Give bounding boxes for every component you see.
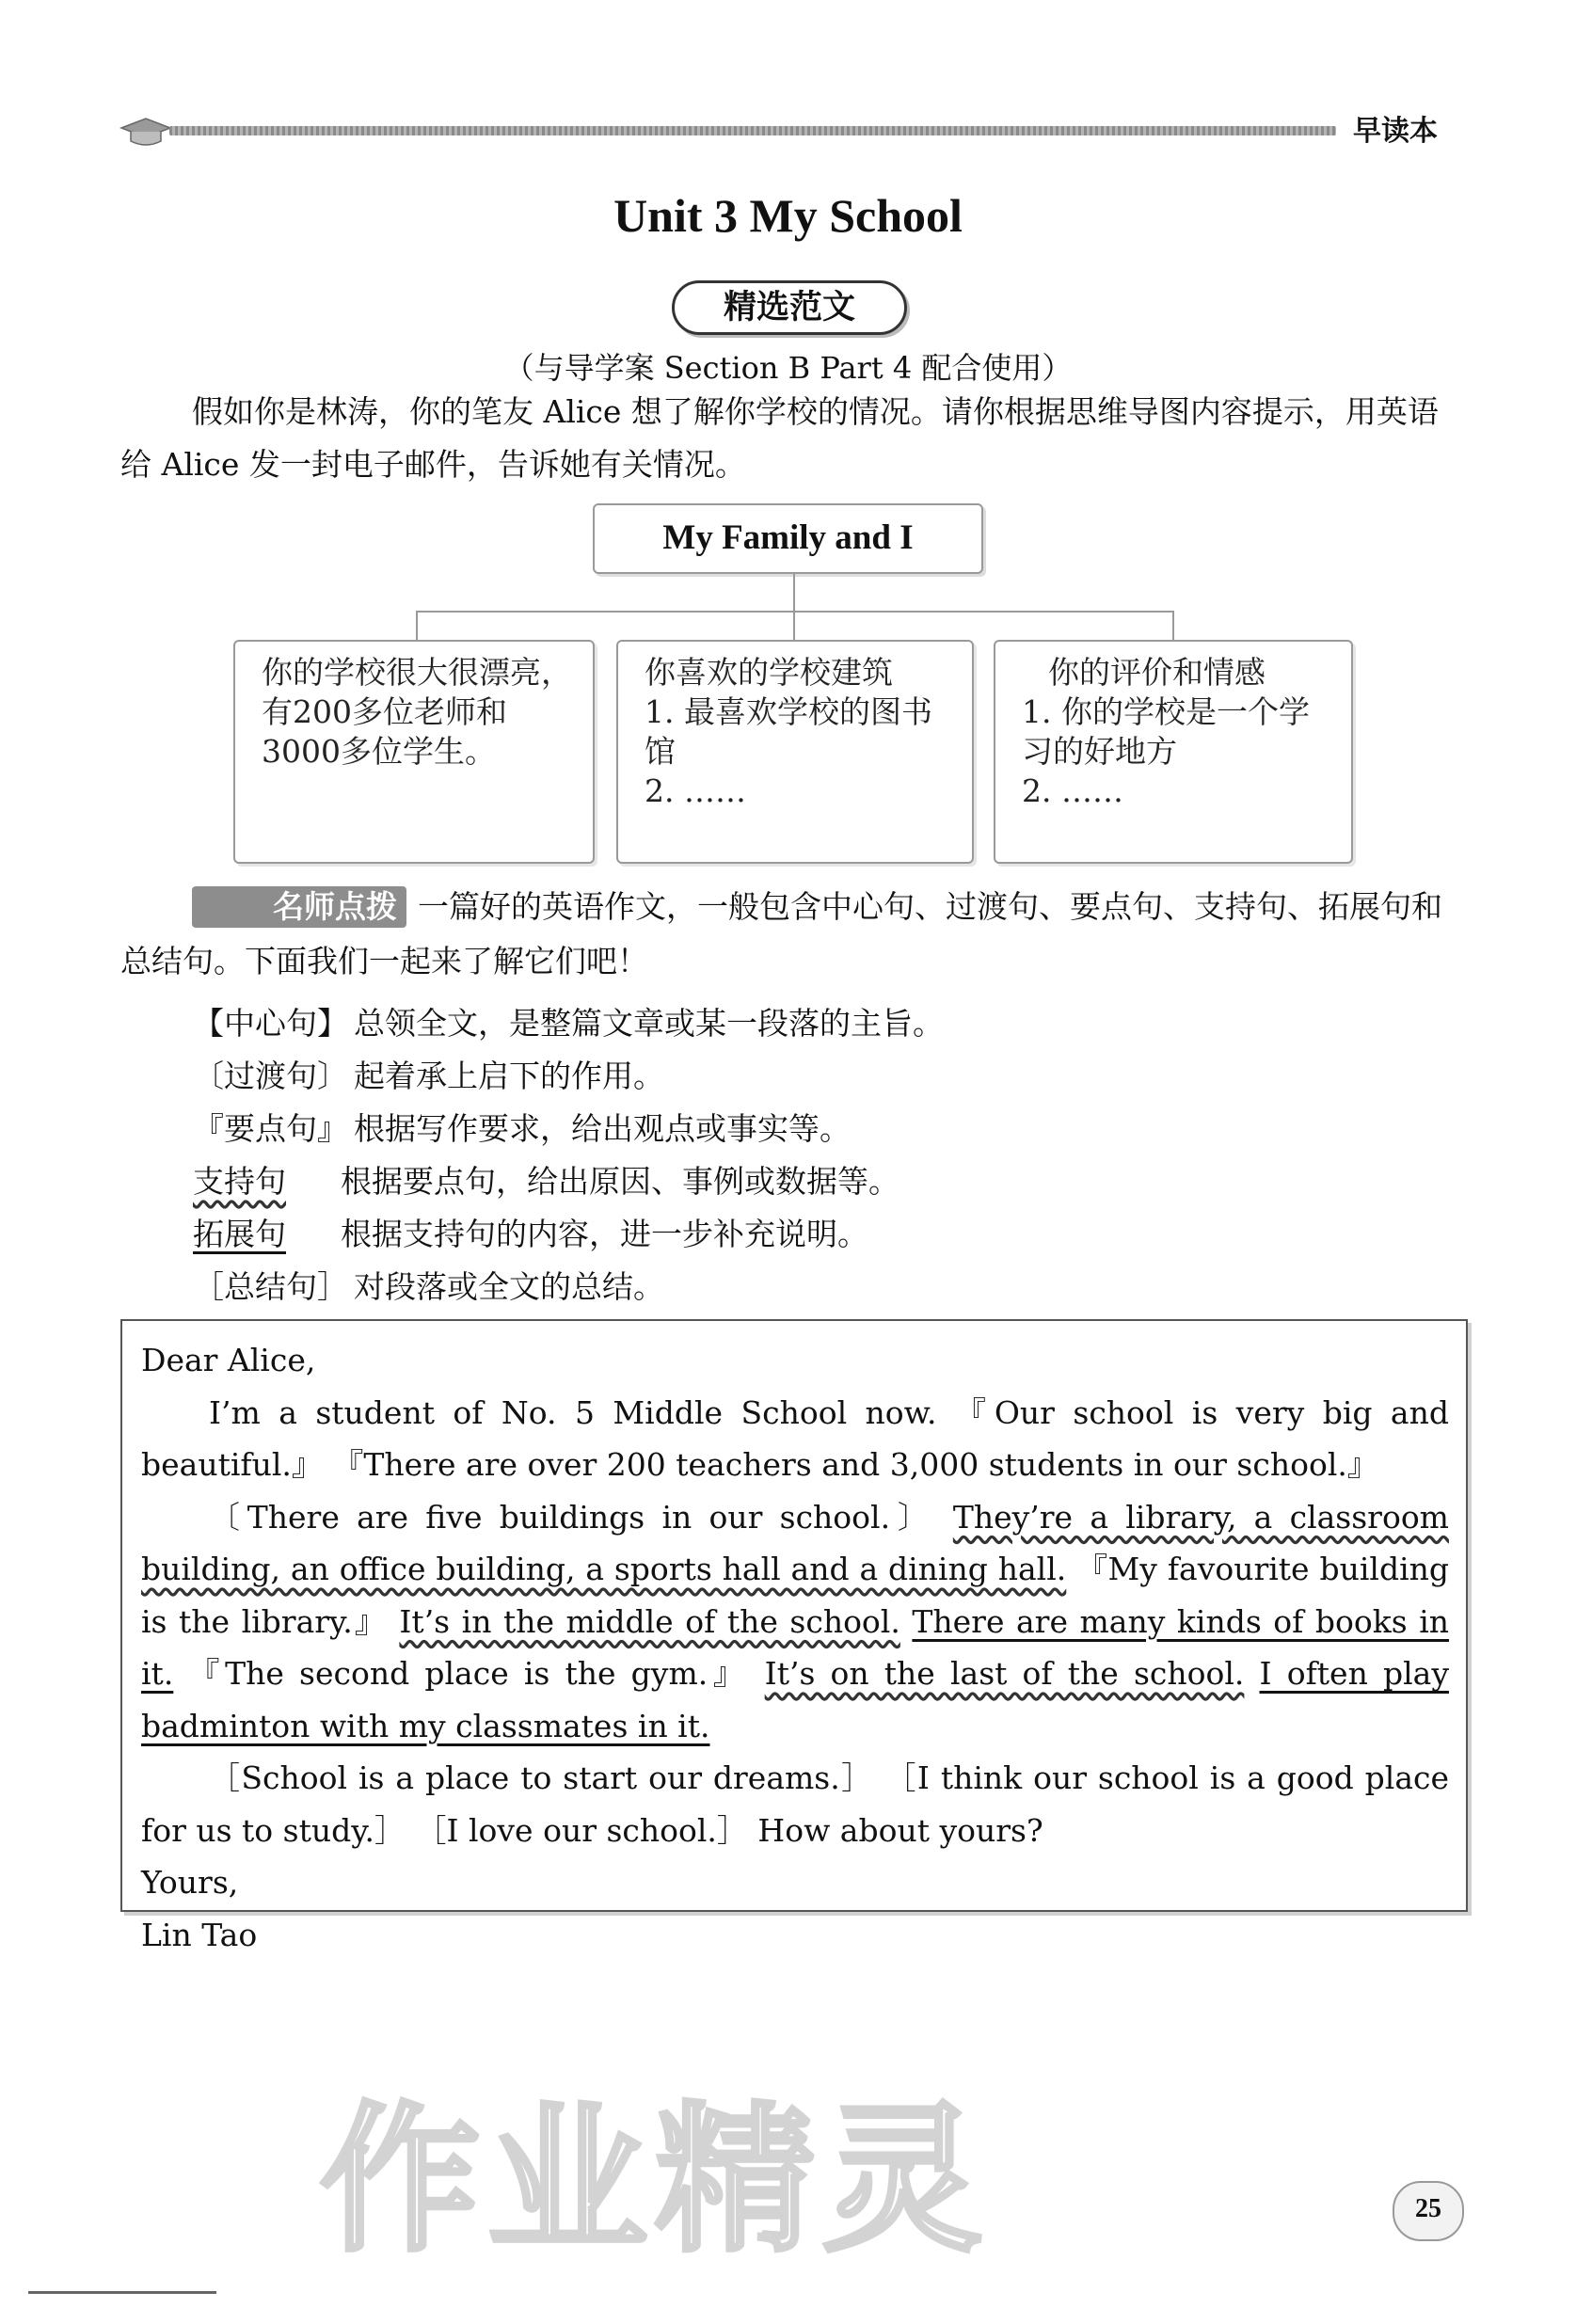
watermark: 作业精灵 <box>320 2088 991 2274</box>
letter-sentence: They’re a library, a classroom building, an office building, a sports hall and a dining hall. <box>141 1498 1449 1587</box>
letter-sentence: 『There are over 200 teachers and 3,000 students in our school.』 <box>332 1446 1378 1483</box>
tip-desc: 对段落或全文的总结。 <box>354 1268 664 1305</box>
tip-term: 拓展句 <box>193 1216 286 1252</box>
header-rule <box>169 126 1336 135</box>
tip-desc: 根据写作要求，给出观点或事实等。 <box>354 1110 851 1147</box>
letter-sentence: 『My favourite building is the library.』 <box>141 1551 1449 1640</box>
letter-sentence: 『Our school is very big and beautiful.』 <box>141 1393 1449 1483</box>
letter-greeting: Dear Alice, <box>141 1342 316 1378</box>
tip-row <box>193 1212 868 1257</box>
letter-sentence: 『The second place is the gym.』 <box>188 1655 750 1692</box>
tip-desc: 起着承上启下的作用。 <box>354 1058 664 1094</box>
letter-sentence: It’s on the last of the school. <box>764 1655 1245 1692</box>
tip-row <box>193 1106 851 1152</box>
letter-paragraph <box>141 1387 1449 1491</box>
tip-term: 【中心句】 <box>193 1005 348 1042</box>
mindmap-box-buildings <box>616 640 974 864</box>
mindmap-box-item: 2. …… <box>1022 772 1123 809</box>
mindmap-box-item: 1. 最喜欢学校的图书馆 <box>645 693 932 770</box>
sample-letter <box>120 1319 1468 1953</box>
tip-row <box>193 1159 899 1204</box>
letter-paragraph <box>141 1752 1449 1856</box>
letter-closing: Yours, <box>141 1864 239 1901</box>
header-label: 早读本 <box>1353 115 1438 148</box>
letter-sentence: It’s in the middle of the school. <box>399 1602 900 1640</box>
tip-term: 支持句 <box>193 1163 286 1200</box>
tip-desc: 根据支持句的内容，进一步补充说明。 <box>341 1216 868 1252</box>
mindmap-connector <box>793 574 795 612</box>
tip-row <box>193 1265 664 1310</box>
letter-sentence: How about yours? <box>757 1811 1043 1849</box>
mindmap-box-title: 你的评价和情感 <box>1048 654 1266 691</box>
graduation-cap-icon <box>118 113 174 151</box>
section-badge: 精选范文 <box>672 280 907 335</box>
writing-prompt: 假如你是林涛，你的笔友 Alice 想了解你学校的情况。请你根据思维导图内容提示，用英语给 Alice 发一封电子邮件，告诉她有关情况。 <box>120 393 1439 483</box>
subtitle: （与导学案 Section B Part 4 配合使用） <box>503 350 1073 386</box>
tip-desc: 根据要点句，给出原因、事例或数据等。 <box>341 1163 899 1200</box>
letter-sentence: ［I love our school.］ <box>415 1811 748 1849</box>
letter-sentence: There are many kinds of books in it. <box>141 1602 1450 1692</box>
mindmap-box-feelings <box>994 640 1353 864</box>
letter-sentence: I’m a student of No. 5 Middle School now. <box>209 1393 937 1431</box>
letter-sentence: ［I think our school is a good place for us to study.］ <box>141 1759 1450 1849</box>
tips-badge: 名师点拨 <box>192 886 406 928</box>
page-number: 25 <box>1393 2181 1464 2241</box>
letter-signature: Lin Tao <box>141 1916 258 1953</box>
mindmap-connector <box>1172 611 1174 640</box>
letter-sentence: I often play badminton with my classmates in it. <box>141 1655 1449 1744</box>
mindmap-box-school <box>233 640 595 864</box>
tip-row <box>193 1001 944 1046</box>
letter-sentence: ［School is a place to start our dreams.］ <box>209 1759 874 1796</box>
mindmap-connector <box>416 611 1174 613</box>
mindmap-connector <box>416 611 418 640</box>
mindmap-box-item: 2. …… <box>645 772 746 809</box>
mindmap-box-title: 你喜欢的学校建筑 <box>645 654 893 691</box>
mindmap-box-text: 你的学校很大很漂亮，有200多位老师和3000多位学生。 <box>262 654 572 770</box>
tip-desc: 总领全文，是整篇文章或某一段落的主旨。 <box>354 1005 944 1042</box>
letter-paragraph <box>141 1491 1449 1753</box>
tip-row <box>193 1054 664 1099</box>
tips-intro-text: 一篇好的英语作文，一般包含中心句、过渡句、要点句、支持句、拓展句和总结句。下面我们一起来了解它们吧！ <box>120 888 1442 979</box>
tip-term: 〔过渡句〕 <box>193 1058 348 1094</box>
footer-rule <box>28 2291 216 2294</box>
mindmap-box-item: 1. 你的学校是一个学习的好地方 <box>1022 693 1310 770</box>
mindmap-root: My Family and I <box>593 503 983 574</box>
unit-title: Unit 3 My School <box>613 189 963 242</box>
tip-term: 『要点句』 <box>193 1110 348 1147</box>
tip-term: ［总结句］ <box>193 1268 348 1305</box>
tips-intro <box>120 880 1457 989</box>
letter-sentence: 〔There are five buildings in our school.〕 <box>209 1498 936 1536</box>
mindmap-connector <box>793 611 795 640</box>
